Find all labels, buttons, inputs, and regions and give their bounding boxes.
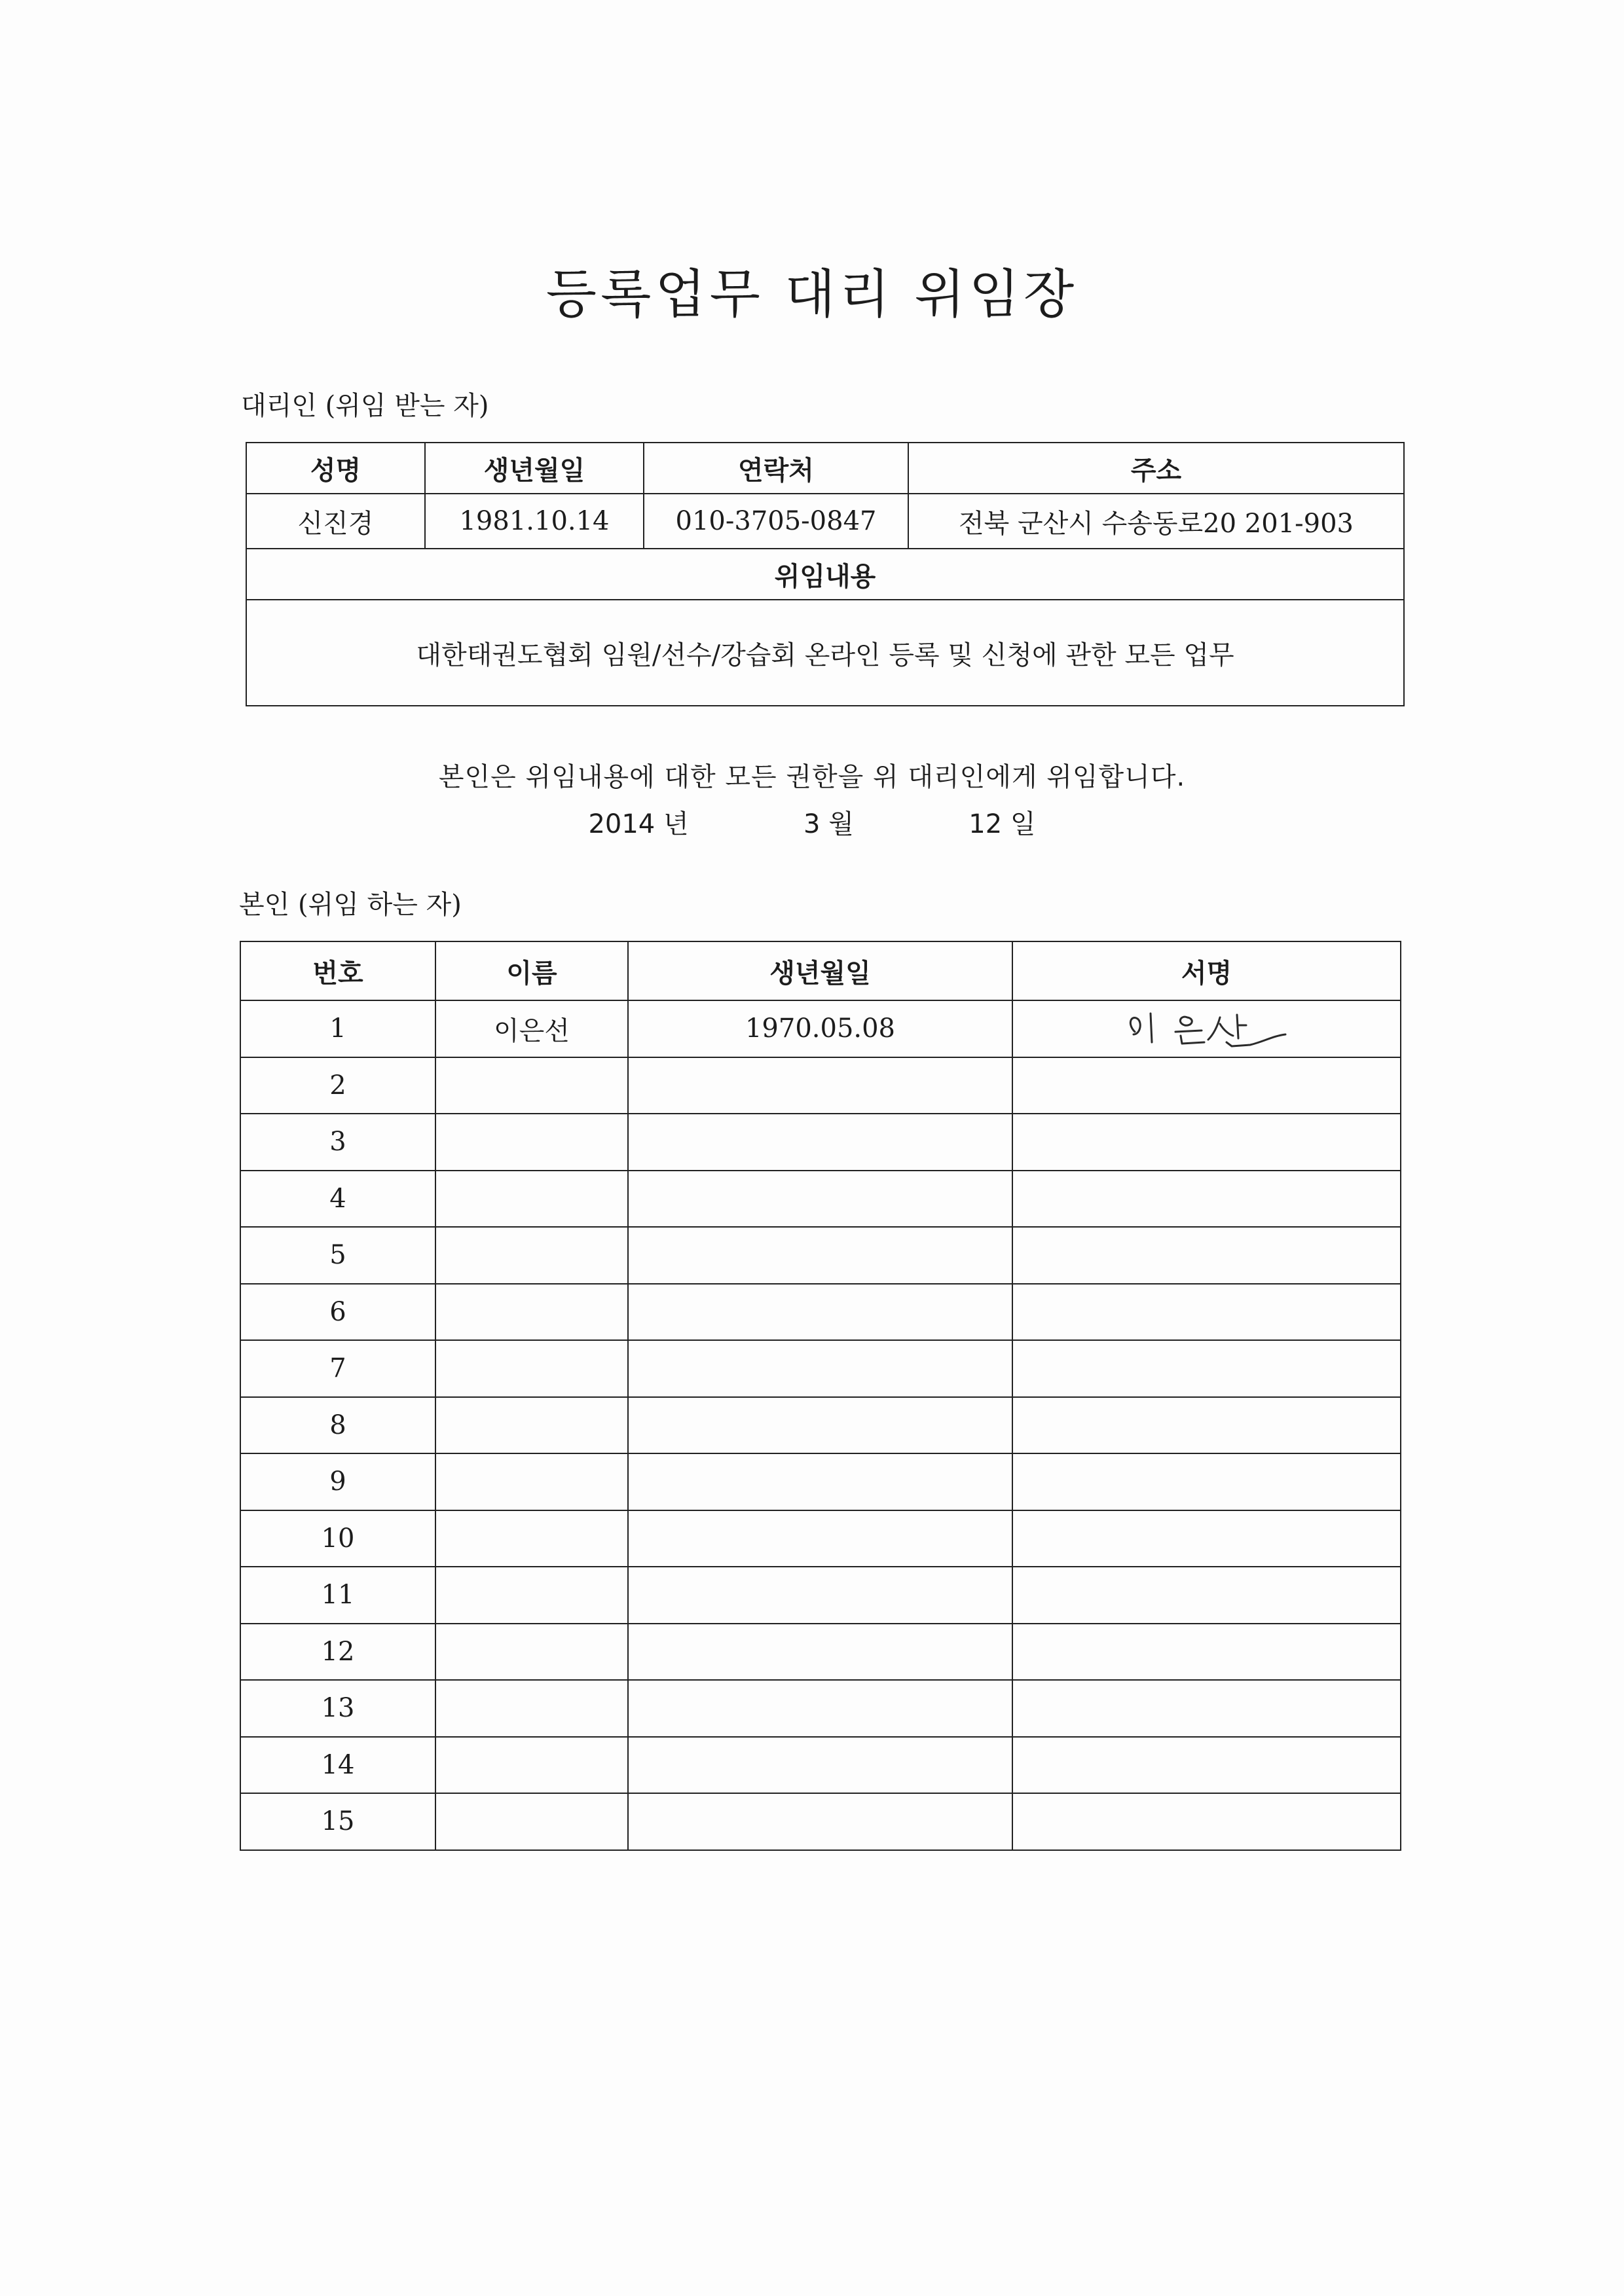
delegation-header: 위임내용 (246, 549, 1404, 600)
table-row (240, 1793, 1401, 1850)
statement-date (0, 803, 1624, 841)
table-row (240, 1510, 1401, 1567)
row-signature-cell (1012, 1397, 1401, 1454)
row-birth-cell (628, 1397, 1012, 1454)
table-row (240, 1057, 1401, 1114)
agent-data-row (246, 494, 1404, 549)
table-row (240, 1340, 1401, 1397)
row-number-cell: 10 (240, 1510, 435, 1567)
row-signature-cell (1012, 1340, 1401, 1397)
delegation-content-row (246, 600, 1404, 706)
row-number-cell: 1 (240, 1000, 435, 1057)
principal-number-header: 번호 (240, 941, 435, 1000)
table-row (240, 1000, 1401, 1057)
delegation-statement: 본인은 위임내용에 대한 모든 권한을 위 대리인에게 위임합니다. (438, 762, 1186, 792)
row-name-cell (435, 1284, 628, 1341)
row-signature-cell (1012, 1793, 1401, 1850)
row-number-cell: 15 (240, 1793, 435, 1850)
row-name-cell (435, 1567, 628, 1624)
row-birth-cell (628, 1737, 1012, 1794)
row-number-cell: 6 (240, 1284, 435, 1341)
row-signature-cell (1012, 1114, 1401, 1171)
row-name-cell (435, 1453, 628, 1510)
agent-address: 전북 군산시 수송동로20 201-903 (908, 494, 1404, 549)
row-name-cell (435, 1793, 628, 1850)
date-day-unit: 일 (1010, 809, 1036, 839)
row-signature-cell (1012, 1624, 1401, 1681)
delegation-content: 대한태권도협회 임원/선수/강습회 온라인 등록 및 신청에 관한 모든 업무 (246, 600, 1404, 706)
date-day: 12 (969, 809, 1003, 839)
row-signature-cell (1012, 1567, 1401, 1624)
row-birth-cell (628, 1793, 1012, 1850)
row-signature-cell (1012, 1737, 1401, 1794)
row-name-cell (435, 1340, 628, 1397)
row-number-cell: 5 (240, 1227, 435, 1284)
agent-header-row (246, 443, 1404, 494)
agent-contact: 010-3705-0847 (644, 494, 908, 549)
table-row (240, 1453, 1401, 1510)
row-number-cell: 9 (240, 1453, 435, 1510)
table-row (240, 1227, 1401, 1284)
table-row (240, 1680, 1401, 1737)
table-row (240, 1397, 1401, 1454)
row-birth-cell (628, 1284, 1012, 1341)
row-name-cell (435, 1397, 628, 1454)
row-birth-cell (628, 1057, 1012, 1114)
date-year-unit: 년 (663, 809, 689, 839)
principal-name-header: 이름 (435, 941, 628, 1000)
principal-header-row (240, 941, 1401, 1000)
row-birth-cell (628, 1510, 1012, 1567)
row-name-cell: 이은선 (435, 1000, 628, 1057)
date-year: 2014 (588, 809, 655, 839)
agent-contact-header: 연락처 (644, 443, 908, 494)
row-birth-cell (628, 1624, 1012, 1681)
row-name-cell (435, 1737, 628, 1794)
row-name-cell (435, 1510, 628, 1567)
row-birth-cell (628, 1171, 1012, 1228)
row-number-cell: 7 (240, 1340, 435, 1397)
agent-section-label: 대리인 (위임 받는 자) (241, 391, 489, 421)
agent-name-header: 성명 (246, 443, 425, 494)
row-signature-cell (1012, 1284, 1401, 1341)
row-number-cell: 8 (240, 1397, 435, 1454)
delegation-header-row (246, 549, 1404, 600)
row-name-cell (435, 1227, 628, 1284)
row-signature-cell (1012, 1000, 1401, 1057)
principal-section-label: 본인 (위임 하는 자) (239, 890, 462, 920)
principal-birth-header: 생년월일 (628, 941, 1012, 1000)
agent-address-header: 주소 (908, 443, 1404, 494)
row-signature-cell (1012, 1680, 1401, 1737)
row-name-cell (435, 1624, 628, 1681)
table-row (240, 1737, 1401, 1794)
table-row (240, 1284, 1401, 1341)
row-number-cell: 2 (240, 1057, 435, 1114)
date-month-unit: 월 (828, 809, 854, 839)
row-number-cell: 13 (240, 1680, 435, 1737)
row-birth-cell: 1970.05.08 (628, 1000, 1012, 1057)
agent-table (246, 442, 1405, 706)
row-name-cell (435, 1171, 628, 1228)
handwritten-signature (1122, 1006, 1292, 1051)
row-signature-cell (1012, 1227, 1401, 1284)
row-signature-cell (1012, 1171, 1401, 1228)
row-signature-cell (1012, 1510, 1401, 1567)
principal-table (240, 941, 1401, 1851)
row-birth-cell (628, 1340, 1012, 1397)
row-birth-cell (628, 1680, 1012, 1737)
row-number-cell: 14 (240, 1737, 435, 1794)
row-signature-cell (1012, 1453, 1401, 1510)
row-birth-cell (628, 1114, 1012, 1171)
row-number-cell: 11 (240, 1567, 435, 1624)
row-name-cell (435, 1680, 628, 1737)
table-row (240, 1171, 1401, 1228)
row-name-cell (435, 1057, 628, 1114)
agent-birth-header: 생년월일 (425, 443, 644, 494)
document-title: 등록업무 대리 위임장 (545, 264, 1079, 325)
principal-signature-header: 서명 (1012, 941, 1401, 1000)
row-number-cell: 12 (240, 1624, 435, 1681)
agent-birth: 1981.10.14 (425, 494, 644, 549)
table-row (240, 1624, 1401, 1681)
row-birth-cell (628, 1227, 1012, 1284)
row-name-cell (435, 1114, 628, 1171)
row-number-cell: 4 (240, 1171, 435, 1228)
table-row (240, 1114, 1401, 1171)
date-month: 3 (803, 809, 821, 839)
row-number-cell: 3 (240, 1114, 435, 1171)
row-signature-cell (1012, 1057, 1401, 1114)
agent-name: 신진경 (246, 494, 425, 549)
row-birth-cell (628, 1567, 1012, 1624)
table-row (240, 1567, 1401, 1624)
row-birth-cell (628, 1453, 1012, 1510)
